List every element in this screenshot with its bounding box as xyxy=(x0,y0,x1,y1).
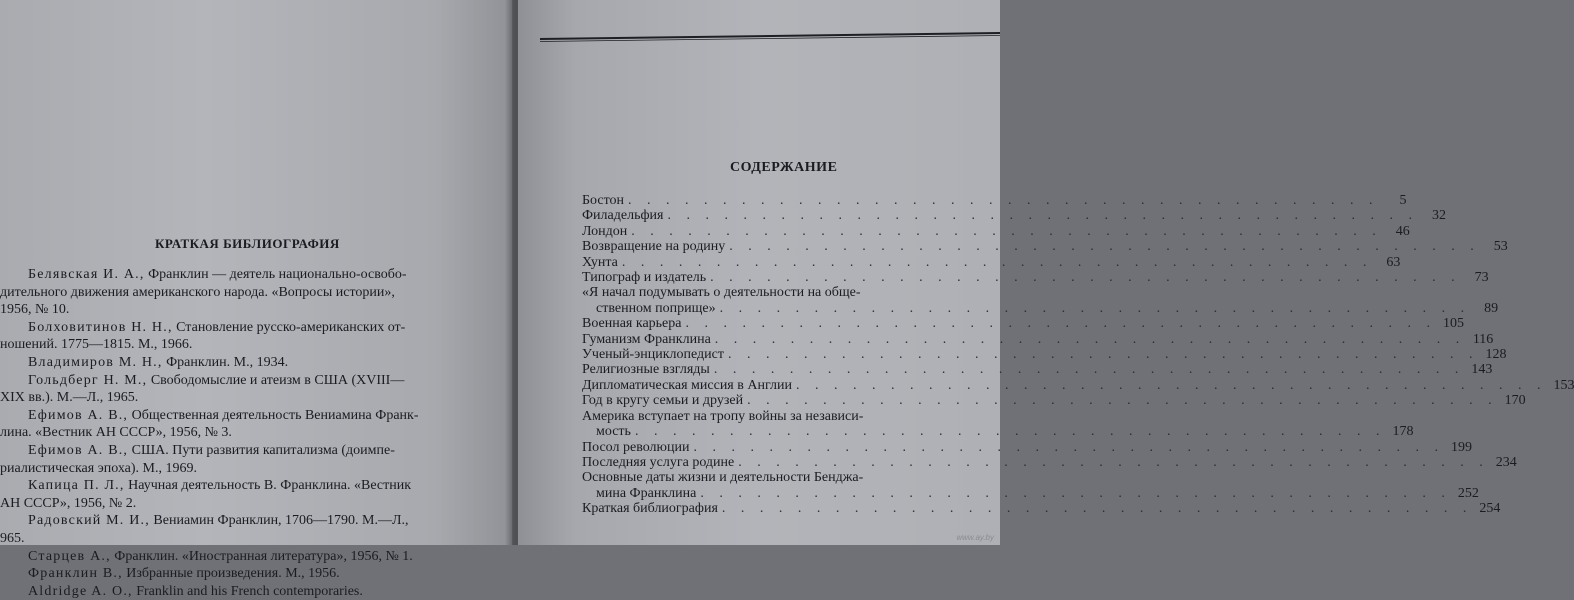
toc-leader-dots: . . . . . . . . . . . . . . . . . . . . . . . . . . . . . . . . . . . . . . . . xyxy=(685,316,1436,332)
bibliography-entry xyxy=(0,266,490,319)
toc-entry-row xyxy=(582,485,1479,501)
bibliography-line xyxy=(0,460,490,478)
toc-entry xyxy=(582,393,1526,409)
bibliography-line xyxy=(0,389,490,407)
toc-page-number: 178 xyxy=(1392,424,1414,440)
toc-leader-dots: . . . . . . . . . . . . . . . . . . . . . . . . . . . . . . . . . . . . . . . . xyxy=(738,454,1489,470)
toc-page-number: 252 xyxy=(1457,485,1479,501)
toc-entry xyxy=(582,454,1517,470)
toc-entry-label: Краткая библиография xyxy=(582,501,718,517)
toc-entry-label: Филадельфия xyxy=(582,208,664,224)
toc-entry-label: Дипломатическая миссия в Англии xyxy=(582,377,792,393)
bibliography-entry xyxy=(0,565,490,583)
toc-entry xyxy=(582,223,1410,239)
toc-entry-label-continuation: ственном поприще» xyxy=(596,300,716,316)
bibliography-text: XIX вв.). М.—Л., 1965. xyxy=(0,390,139,406)
bibliography-entry xyxy=(0,548,490,566)
toc-leader-dots: . . . . . . . . . . . . . . . . . . . . . . . . . . . . . . . . . . . . . . . . xyxy=(634,424,1386,440)
toc-page-number: 5 xyxy=(1399,193,1407,208)
bibliography-line xyxy=(0,583,490,600)
toc-leader-dots: . . . . . . . . . . . . . . . . . . . . . . . . . . . . . . . . . . . . . . . . xyxy=(693,439,1444,455)
toc-entry xyxy=(582,439,1472,455)
bibliography-entry xyxy=(0,442,490,477)
toc-entry-row xyxy=(582,454,1517,470)
toc-entry-row xyxy=(582,377,1574,393)
toc-leader-dots: . . . . . . . . . . . . . . . . . . . . . . . . . . . . . . . . . . . . . . . . xyxy=(747,393,1498,409)
toc-page-number: 254 xyxy=(1479,501,1501,517)
bibliography-line xyxy=(0,407,490,425)
bibliography-author: Ефимов А. В., xyxy=(28,407,129,423)
bibliography-line xyxy=(0,266,490,284)
toc-entry xyxy=(582,239,1508,255)
watermark: www.ay.by xyxy=(956,533,994,542)
toc-entry-row xyxy=(582,331,1494,347)
toc-leader-dots: . . . . . . . . . . . . . . . . . . . . . . . . . . . . . . . . . . . . . . . . xyxy=(631,223,1382,239)
bibliography-line xyxy=(0,512,490,530)
toc-entry-row xyxy=(582,347,1507,363)
bibliography-text: дительного движения американского народа. «Вопросы истории», xyxy=(0,284,395,300)
toc-page-number: 53 xyxy=(1493,239,1508,255)
toc-leader-dots: . . . . . . . . . . . . . . . . . . . . . . . . . . . . . . . . . . . . . . . . xyxy=(714,331,1466,347)
toc-entry xyxy=(582,470,1479,501)
header-rule xyxy=(540,30,1000,42)
toc-entry-row xyxy=(582,193,1407,208)
bibliography-text: риалистическая эпоха). М., 1969. xyxy=(0,460,197,476)
toc-leader-dots: . . . . . . . . . . . . . . . . . . . . . . . . . . . . . . . . . . . . . . . . xyxy=(713,362,1465,378)
toc-page-number: 46 xyxy=(1395,223,1410,239)
bibliography-text: Свободомыслие и атеизм в США (XVIII— xyxy=(147,372,405,388)
toc-leader-dots: . . . . . . . . . . . . . . . . . . . . . . . . . . . . . . . . . . . . . . . . xyxy=(729,239,1480,255)
toc-entry-label: Хунта xyxy=(582,254,618,270)
bibliography-text: 965. xyxy=(0,530,25,546)
toc-page-number: 170 xyxy=(1504,393,1526,409)
bibliography-text: Франклин. М., 1934. xyxy=(162,354,289,370)
toc-entry-label-continuation: мость xyxy=(596,424,631,440)
toc-entry-label: Америка вступает на тропу войны за независи- xyxy=(582,408,864,424)
bibliography-text: Franklin and his French contemporaries. xyxy=(132,583,363,599)
bibliography-entry xyxy=(0,512,490,547)
bibliography-line xyxy=(0,336,490,354)
toc-entry xyxy=(582,377,1574,393)
toc-entry xyxy=(582,408,1414,440)
toc-entry-label: Посол революции xyxy=(582,439,690,455)
bibliography-author: Владимиров М. Н., xyxy=(28,354,163,370)
toc-leader-dots: . . . . . . . . . . . . . . . . . . . . . . . . . . . . . . . . . . . . . . . . xyxy=(795,377,1547,393)
toc-leader-dots: . . . . . . . . . . . . . . . . . . . . . . . . . . . . . . . . . . . . . . . . xyxy=(621,254,1373,270)
bibliography-entry xyxy=(0,477,490,512)
contents-title: СОДЕРЖАНИЕ xyxy=(730,160,838,175)
toc-entry-row xyxy=(582,270,1489,286)
bibliography-line xyxy=(0,442,490,460)
right-page xyxy=(518,0,1574,545)
bibliography-line xyxy=(0,477,490,495)
toc-entry-label: Гуманизм Франклина xyxy=(582,331,711,347)
bibliography-text: Франклин. «Иностранная литература», 1956, № 1. xyxy=(110,548,413,564)
toc-page-number: 234 xyxy=(1495,454,1517,470)
bibliography-text: Научная деятельность В. Франклина. «Вестник xyxy=(124,478,412,494)
bibliography-text: Франклин — деятель национально-освобо- xyxy=(144,267,407,282)
bibliography-entry xyxy=(0,583,490,600)
toc-page-number: 73 xyxy=(1474,270,1489,286)
bibliography-entry xyxy=(0,354,490,372)
bibliography-text: Избранные произведения. М., 1956. xyxy=(122,566,340,582)
toc-leader-dots: . . . . . . . . . . . . . . . . . . . . . . . . . . . . . . . . . . . . . . . . xyxy=(700,485,1451,501)
toc-leader-dots: . . . . . . . . . . . . . . . . . . . . . . . . . . . . . . . . . . . . . . . . xyxy=(710,270,1461,286)
toc-page-number: 143 xyxy=(1471,362,1493,378)
bibliography-line xyxy=(0,284,490,302)
toc-page-number: 128 xyxy=(1485,347,1507,363)
bibliography-author: Aldridge A. O., xyxy=(28,583,133,599)
bibliography-text: 1956, № 10. xyxy=(0,302,70,318)
bibliography-author: Ефимов А. В., xyxy=(28,442,129,458)
toc-entry-label: Религиозные взгляды xyxy=(582,362,710,378)
toc-entry-label: Бостон xyxy=(582,193,625,208)
toc-page-number: 89 xyxy=(1484,300,1499,316)
toc-page-number: 32 xyxy=(1431,208,1446,224)
toc-entry-row xyxy=(582,316,1464,332)
toc-entry-label: Типограф и издатель xyxy=(582,270,707,286)
bibliography-author: Радовский М. И., xyxy=(28,513,150,529)
toc-entry-row xyxy=(582,424,1414,440)
bibliography-text: лина. «Вестник АН СССР», 1956, № 3. xyxy=(0,425,232,441)
bibliography-text: ношений. 1775—1815. М., 1966. xyxy=(0,337,193,353)
bibliography-text: Общественная деятельность Вениамина Франк- xyxy=(128,407,419,423)
toc-entry-label: Лондон xyxy=(582,223,628,239)
bibliography-line xyxy=(0,548,490,566)
bibliography-entry xyxy=(0,319,490,354)
toc-entry-row xyxy=(582,300,1499,316)
toc-entry xyxy=(582,254,1401,270)
toc-leader-dots: . . . . . . . . . . . . . . . . . . . . . . . . . . . . . . . . . . . . . . . . xyxy=(667,208,1418,224)
toc-entry-label: Последняя услуга родине xyxy=(582,454,735,470)
bibliography-author: Франклин В., xyxy=(28,566,123,582)
toc-entry-row xyxy=(582,501,1501,517)
toc-entry-row xyxy=(582,239,1508,255)
bibliography-line xyxy=(0,424,490,442)
bibliography-list xyxy=(0,266,490,600)
toc-entry-row xyxy=(582,254,1401,270)
toc-entry-label: Возвращение на родину xyxy=(582,239,726,255)
toc-entry xyxy=(582,362,1493,378)
bibliography-text: Вениамин Франклин, 1706—1790. М.—Л., xyxy=(149,513,409,529)
toc-entry xyxy=(582,316,1464,332)
bibliography-line xyxy=(0,372,490,390)
bibliography-text: Становление русско-американских от- xyxy=(172,319,406,335)
toc-entry-row xyxy=(582,393,1526,409)
bibliography-text: АН СССР», 1956, № 2. xyxy=(0,495,137,511)
toc-entry-label: Год в кругу семьи и друзей xyxy=(582,393,744,409)
toc-page-number: 153 xyxy=(1553,377,1574,393)
toc-leader-dots: . . . . . . . . . . . . . . . . . . . . . . . . . . . . . . . . . . . . . . . . xyxy=(628,193,1379,208)
toc-leader-dots: . . . . . . . . . . . . . . . . . . . . . . . . . . . . . . . . . . . . . . . . xyxy=(719,300,1471,316)
toc-entry-label: Основные даты жизни и деятельности Бенджа- xyxy=(582,470,864,486)
bibliography-text: США. Пути развития капитализма (доимпе- xyxy=(128,442,395,458)
bibliography-line xyxy=(0,565,490,583)
toc-entry-row xyxy=(582,208,1446,224)
toc-entry xyxy=(582,347,1507,363)
toc-entry-row xyxy=(582,223,1410,239)
toc-entry-label: «Я начал подумывать о деятельности на обще- xyxy=(582,285,861,301)
toc-entry xyxy=(582,208,1446,224)
bibliography-entry xyxy=(0,372,490,407)
toc-entry xyxy=(582,285,1499,316)
bibliography-entry xyxy=(0,407,490,442)
toc-entry xyxy=(582,501,1501,517)
bibliography-line xyxy=(0,495,490,513)
bibliography-author: Белявская И. А., xyxy=(28,267,145,282)
toc-entry-row xyxy=(582,362,1493,378)
bibliography-line xyxy=(0,354,490,372)
toc-page-number: 105 xyxy=(1442,316,1464,332)
toc-entry xyxy=(582,270,1489,286)
toc-page-number: 116 xyxy=(1472,331,1494,347)
toc-entry-label: Военная карьера xyxy=(582,316,682,332)
bibliography-title: КРАТКАЯ БИБЛИОГРАФИЯ xyxy=(155,236,340,251)
toc-page-number: 63 xyxy=(1386,254,1401,270)
toc-entry-label: Ученый-энциклопедист xyxy=(582,347,724,363)
bibliography-author: Болховитинов Н. Н., xyxy=(28,319,173,335)
toc-entry xyxy=(582,193,1407,208)
bibliography-line xyxy=(0,301,490,319)
bibliography-line xyxy=(0,530,490,548)
table-of-contents xyxy=(582,193,1574,517)
left-page xyxy=(0,0,512,599)
bibliography-author: Старцев А., xyxy=(28,548,111,564)
toc-leader-dots: . . . . . . . . . . . . . . . . . . . . . . . . . . . . . . . . . . . . . . . . xyxy=(727,347,1479,363)
toc-page-number: 199 xyxy=(1450,439,1472,455)
toc-entry-row xyxy=(582,439,1472,455)
toc-entry-label-continuation: мина Франклина xyxy=(596,485,697,501)
bibliography-line xyxy=(0,319,490,337)
toc-entry xyxy=(582,331,1494,347)
bibliography-author: Капица П. Л., xyxy=(28,478,125,494)
bibliography-author: Гольдберг Н. М., xyxy=(28,372,148,388)
toc-leader-dots: . . . . . . . . . . . . . . . . . . . . . . . . . . . . . . . . . . . . . . . . xyxy=(721,501,1473,517)
